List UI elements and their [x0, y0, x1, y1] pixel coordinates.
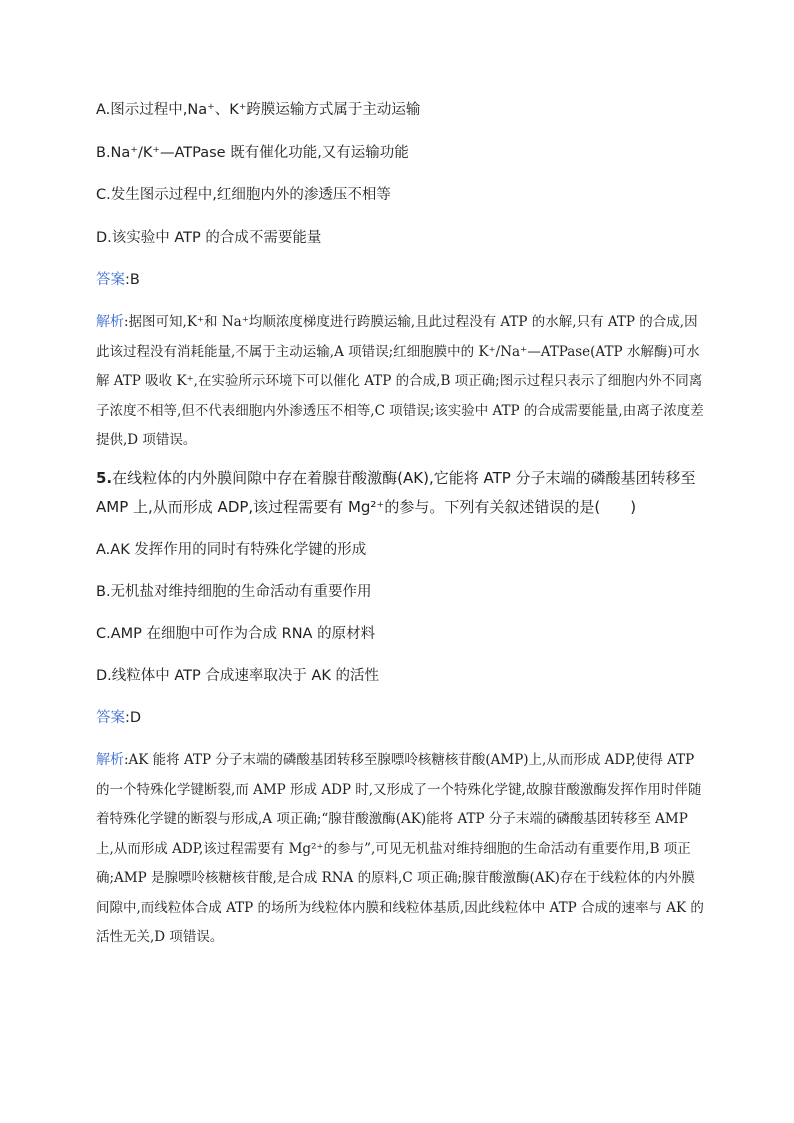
answer-value: :B [125, 272, 140, 288]
q4-answer [96, 270, 710, 290]
answer-label: 答案 [96, 272, 125, 288]
question-number: 5. [96, 469, 113, 487]
analysis-text: :据图可知,K⁺和 Na⁺均顺浓度梯度进行跨膜运输,且此过程没有 ATP 的水解,只有 ATP 的合成,因此该过程没有消耗能量,不属于主动运输,A 项错误;红细胞膜中的 K⁺/Na⁺—ATPase(ATP 水解酶)可水解 ATP 吸收 K⁺,在实验所示环境下可以催化 ATP 的合成,B 项正确;图示过程只表示了细胞内外不同离子浓度不相等,但不代表细胞内外渗透压不相等,C 项错误;该实验中 ATP 的合成需要能量,由离子浓度差提供,D 项错误。 [96, 314, 704, 448]
analysis-label: 解析 [96, 314, 124, 330]
analysis-text: :AK 能将 ATP 分子末端的磷酸基团转移至腺嘌呤核糖核苷酸(AMP)上,从而形成 ADP,使得 ATP 的一个特殊化学键断裂,而 AMP 形成 ADP 时,又形成了一个特殊化学键,故腺苷酸激酶发挥作用时伴随着特殊化学键的断裂与形成,A 项正确;“腺苷酸激酶(AK)能将 ATP 分子末端的磷酸基团转移至 AMP 上,从而形成 ADP,该过程需要有 Mg²⁺的参与”,可见无机盐对维持细胞的生命活动有重要作用,B 项正确;AMP 是腺嘌呤核糖核苷酸,是合成 RNA 的原料,C 项正确;腺苷酸激酶(AK)存在于线粒体的内外膜间隙中,而线粒体合成 ATP 的场所为线粒体内膜和线粒体基质,因此线粒体中 ATP 合成的速率与 AK 的活性无关,D 项错误。 [96, 752, 704, 945]
analysis-label: 解析 [96, 752, 124, 768]
q4-option-c: C.发生图示过程中,红细胞内外的渗透压不相等 [96, 187, 391, 203]
q5-option-c: C.AMP 在细胞中可作为合成 RNA 的原材料 [96, 626, 376, 642]
q5-option-d: D.线粒体中 ATP 合成速率取决于 AK 的活性 [96, 668, 380, 684]
q4-analysis [96, 308, 708, 456]
q5-answer [96, 708, 710, 728]
q4-option-a: A.图示过程中,Na⁺、K⁺跨膜运输方式属于主动运输 [96, 102, 421, 118]
question-text: 在线粒体的内外膜间隙中存在着腺苷酸激酶(AK),它能将 ATP 分子末端的磷酸基团转移至 AMP 上,从而形成 ADP,该过程需要有 Mg²⁺的参与。下列有关叙述错误的是( ) [96, 469, 696, 516]
answer-value: :D [125, 710, 142, 726]
q5-stem [96, 464, 710, 522]
answer-label: 答案 [96, 710, 125, 726]
q4-option-d: D.该实验中 ATP 的合成不需要能量 [96, 230, 322, 246]
q5-option-a: A.AK 发挥作用的同时有特殊化学键的形成 [96, 542, 367, 558]
q5-option-b: B.无机盐对维持细胞的生命活动有重要作用 [96, 584, 372, 600]
q4-option-b: B.Na⁺/K⁺—ATPase 既有催化功能,又有运输功能 [96, 145, 409, 161]
q5-analysis [96, 746, 708, 953]
